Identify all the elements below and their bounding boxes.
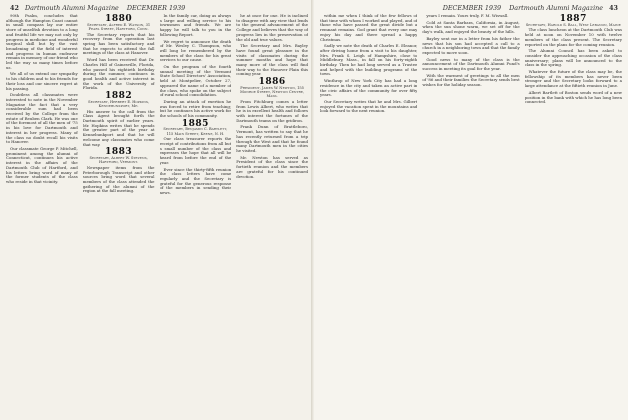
class-year-heading: 1880 bbox=[105, 14, 133, 24]
left-column-1 bbox=[6, 14, 78, 418]
left-columns bbox=[6, 14, 308, 418]
paragraph: The Secretary and Mrs. Bayley have found great pleasure in the visits of classmates during the summer months and hope that many more of the class will find their way to the Hanover Plain this coming year. bbox=[236, 43, 308, 77]
left-column-2 bbox=[83, 14, 155, 418]
paragraph: Bayley sent me in a letter from his father the news that his son had accepted a call to a church in a neighboring town and that the family expected to move soon. bbox=[422, 35, 520, 55]
paragraph: The class luncheon at the Dartmouth Club was held at noon on November 10 with twelve members of the class present. The Secretary reported on the plans for the coming reunion. bbox=[524, 27, 622, 47]
paragraph: We regret to announce the death of Mr. Wesley C. Thompson, who will long be remembered by the members of the class for his great services to our cause. bbox=[159, 38, 232, 63]
right-issue-month: DECEMBER 1939 bbox=[442, 4, 502, 12]
paragraph: Whatever the future of the class may be, the fellowship of its members has never been stronger and the Secretary looks forward to a large attendance at the fiftieth reunion in June. bbox=[524, 69, 622, 89]
paragraph: Sadly we note the death of Charles E. Eleanor, after driving home from a visit to his daughter, Mrs. Frank S. Leigh of Hampshire, close to Middlebury, Mass., in fall on his forty-eighth birthday. Then he had long served as a Trustee and helped with the building programs of the town. bbox=[320, 43, 418, 77]
class-secretary: Secretary, Harold S. Ball, West Lebanon, Maine bbox=[525, 22, 621, 27]
paragraph: The Alumni Council has been asked to consider the approaching occasion of the class anniversary; plans will be announced to the class in the spring. bbox=[524, 48, 622, 68]
class-year-heading: 1885 bbox=[181, 118, 209, 129]
left-issue-month: DECEMBER 1939 bbox=[126, 4, 186, 12]
left-journal-title: Dartmouth Alumni Magazine bbox=[24, 4, 119, 12]
paragraph: With the warmest of greetings to all the men of '86 and their families the Secretary sends best wishes for the holiday season. bbox=[422, 72, 520, 88]
left-running-head bbox=[6, 4, 185, 12]
right-page bbox=[314, 0, 628, 420]
right-column-2 bbox=[422, 14, 519, 418]
right-journal-title: Dartmouth Alumni Magazine bbox=[509, 4, 604, 12]
class-year-heading: 1887 bbox=[559, 14, 587, 24]
paragraph: We all of us extend our sympathy to his children and to his friends for their loss and our sincere regret at his passing. bbox=[6, 71, 78, 91]
paragraph: he at once for one. He is inclined to disagree with any view that lends to the general advancement of the College and believes that the way of progress lies in the preservation of the old and true values. bbox=[236, 14, 308, 42]
paragraph: Good news to many of the class is the announcement of the Dartmouth Alumni Fund's success in meeting its goal for the year. bbox=[422, 56, 520, 72]
paragraph: Frank Dunn of Brattleboro, Vermont, has written to say that he has recently returned from a trip through the West and that he found many Dartmouth men in the cities he visited. bbox=[236, 124, 308, 153]
right-columns bbox=[320, 14, 622, 418]
right-page-number: 43 bbox=[609, 4, 618, 12]
paragraph: On the program of the fourth annual meeting of the Vermont State School Directors' Association, held at Montpelier, October 27, appeared the name of a member of the class, who spoke on the subject of rural school consolidation. bbox=[159, 64, 232, 98]
class-secretary: President, James W. Newton, 155 Monroe Street, Newton Centre, Mass. bbox=[240, 85, 305, 99]
right-column-1 bbox=[320, 14, 417, 418]
paragraph: Our Secretary writes that he and Mrs. Gilbert enjoyed the vacation spent in the mountains and look forward to the next reunion. bbox=[320, 98, 418, 114]
class-year-heading: 1883 bbox=[105, 147, 133, 158]
paragraph: Mr. Newton has served as President of the class since the fortieth reunion and the members are grateful for his continued devotion. bbox=[236, 154, 308, 179]
paragraph: His answer to the call from the Class Agent brought forth the Dartmouth spirit of earlier years. Mr. Hopkins writes that he spends the greater part of the year at Kennebunkport and that he will welcome any classmates who come that way. bbox=[82, 108, 155, 147]
paragraph: Winthrop of New York City has had a long residence in the city and taken an active part in the civic affairs of the community for over fifty years. bbox=[320, 78, 418, 98]
class-secretary: Secretary, Benjamin C. Bartlett, 115 Main Street, Keene, N. H. bbox=[163, 127, 228, 136]
right-column-3 bbox=[525, 14, 622, 418]
class-secretary: Secretary, Herbert E. Hopkins, Kennebunkport, Me. bbox=[88, 99, 150, 108]
paragraph: Ever since the thirty-fifth reunion the class letters have come regularly and the Secretary is grateful for the generous response of the members in sending their news. bbox=[159, 166, 232, 196]
paragraph: Albert Bartlett of Boston sends word of a new position in the bank with which he has long been connected. bbox=[524, 89, 622, 105]
paragraph: 90th Psalm, concludes that although the Hampton Coast cannot in small compass lay our entire store of unselfish devotion to a long and fruitful life we may not only by progress in medicine and wonderful surgical skill but by the vast broadening of the field of interest and progress in human endeavor remain in memory of our friend who led the way so many times before us. bbox=[6, 14, 78, 70]
paragraph: In the family car, doing as always a large and willing service to his townsmen and friends. We are happy he will talk to you in the following Report. bbox=[159, 14, 232, 37]
class-year-heading: 1886 bbox=[258, 77, 286, 88]
paragraph: From Fitchburg comes a letter from Lewis Albert, who writes that he is in excellent health and follows with interest the fortunes of the Dartmouth teams on the gridiron. bbox=[236, 98, 308, 123]
paragraph: Cold at Santa Barbara, California, in August, when the sun shone warm, we set off for the day's walk, and enjoyed the beauty of the hills. bbox=[422, 19, 520, 35]
left-page-number: 42 bbox=[10, 4, 19, 12]
class-secretary: Secretary, Albert W. Stevens, Hartford, Vermont. bbox=[89, 155, 148, 165]
paragraph: Our class treasurer reports the receipt of contributions from all but a small number of the class and expresses the hope that all will be heard from before the end of the year. bbox=[159, 136, 232, 165]
paragraph: Doubtless all classmates were interested to note in the November Magazine the fact that a very considerable sum had been received by the College from the estate of Reuben Clark. He was one of the foremost of all the men of '75 in his love for Dartmouth and interest in her progress. Many of the class no doubt recall his visits to Hanover. bbox=[6, 92, 78, 145]
class-year-heading: 1882 bbox=[105, 91, 133, 102]
left-column-3 bbox=[160, 14, 232, 418]
paragraph: During an attack of exertion he was forced to retire from teaching; but he continues his active work for the schools of his community. bbox=[159, 98, 232, 119]
class-secretary: Secretary, Alfred E. Watson, 31 Pearl Street, Hartford, Conn. bbox=[87, 22, 151, 31]
left-column-4 bbox=[236, 14, 308, 418]
right-running-head bbox=[443, 4, 622, 12]
paragraph: Our classmate George P. Mitchell, prominent among the alumni of Connecticut, continues his active interest in the affairs of the Dartmouth Club of Hartford, and his letters bring word of many of the former students of the class who reside in that vicinity. bbox=[6, 145, 78, 184]
paragraph: within me when I think of the few fellows of that time with whom I worked and played, and of those who have passed the great divide but a remnant remains. God grant that every one may enjoy his day and there spread a happy Christmas. bbox=[320, 14, 418, 42]
paragraph: years I remain. Yours truly, F. M. Wiswall. bbox=[426, 14, 509, 18]
paragraph: Word has been received that Dr. Charles Hill of Gainesville, Florida, who passed his eightieth birthday during the summer, continues in good health and active interest in the work of the University of Florida. bbox=[82, 57, 155, 91]
paragraph: Newspaper items from the Peterborough Transcript and other sources bring word that several members of the class attended the gathering of the alumni of the region at the fall meeting. bbox=[82, 164, 155, 194]
paragraph: The Secretary reports that his recovery from the operation last spring has been satisfactory and that he expects to attend the fall meetings of the class at Hanover. bbox=[82, 31, 155, 56]
